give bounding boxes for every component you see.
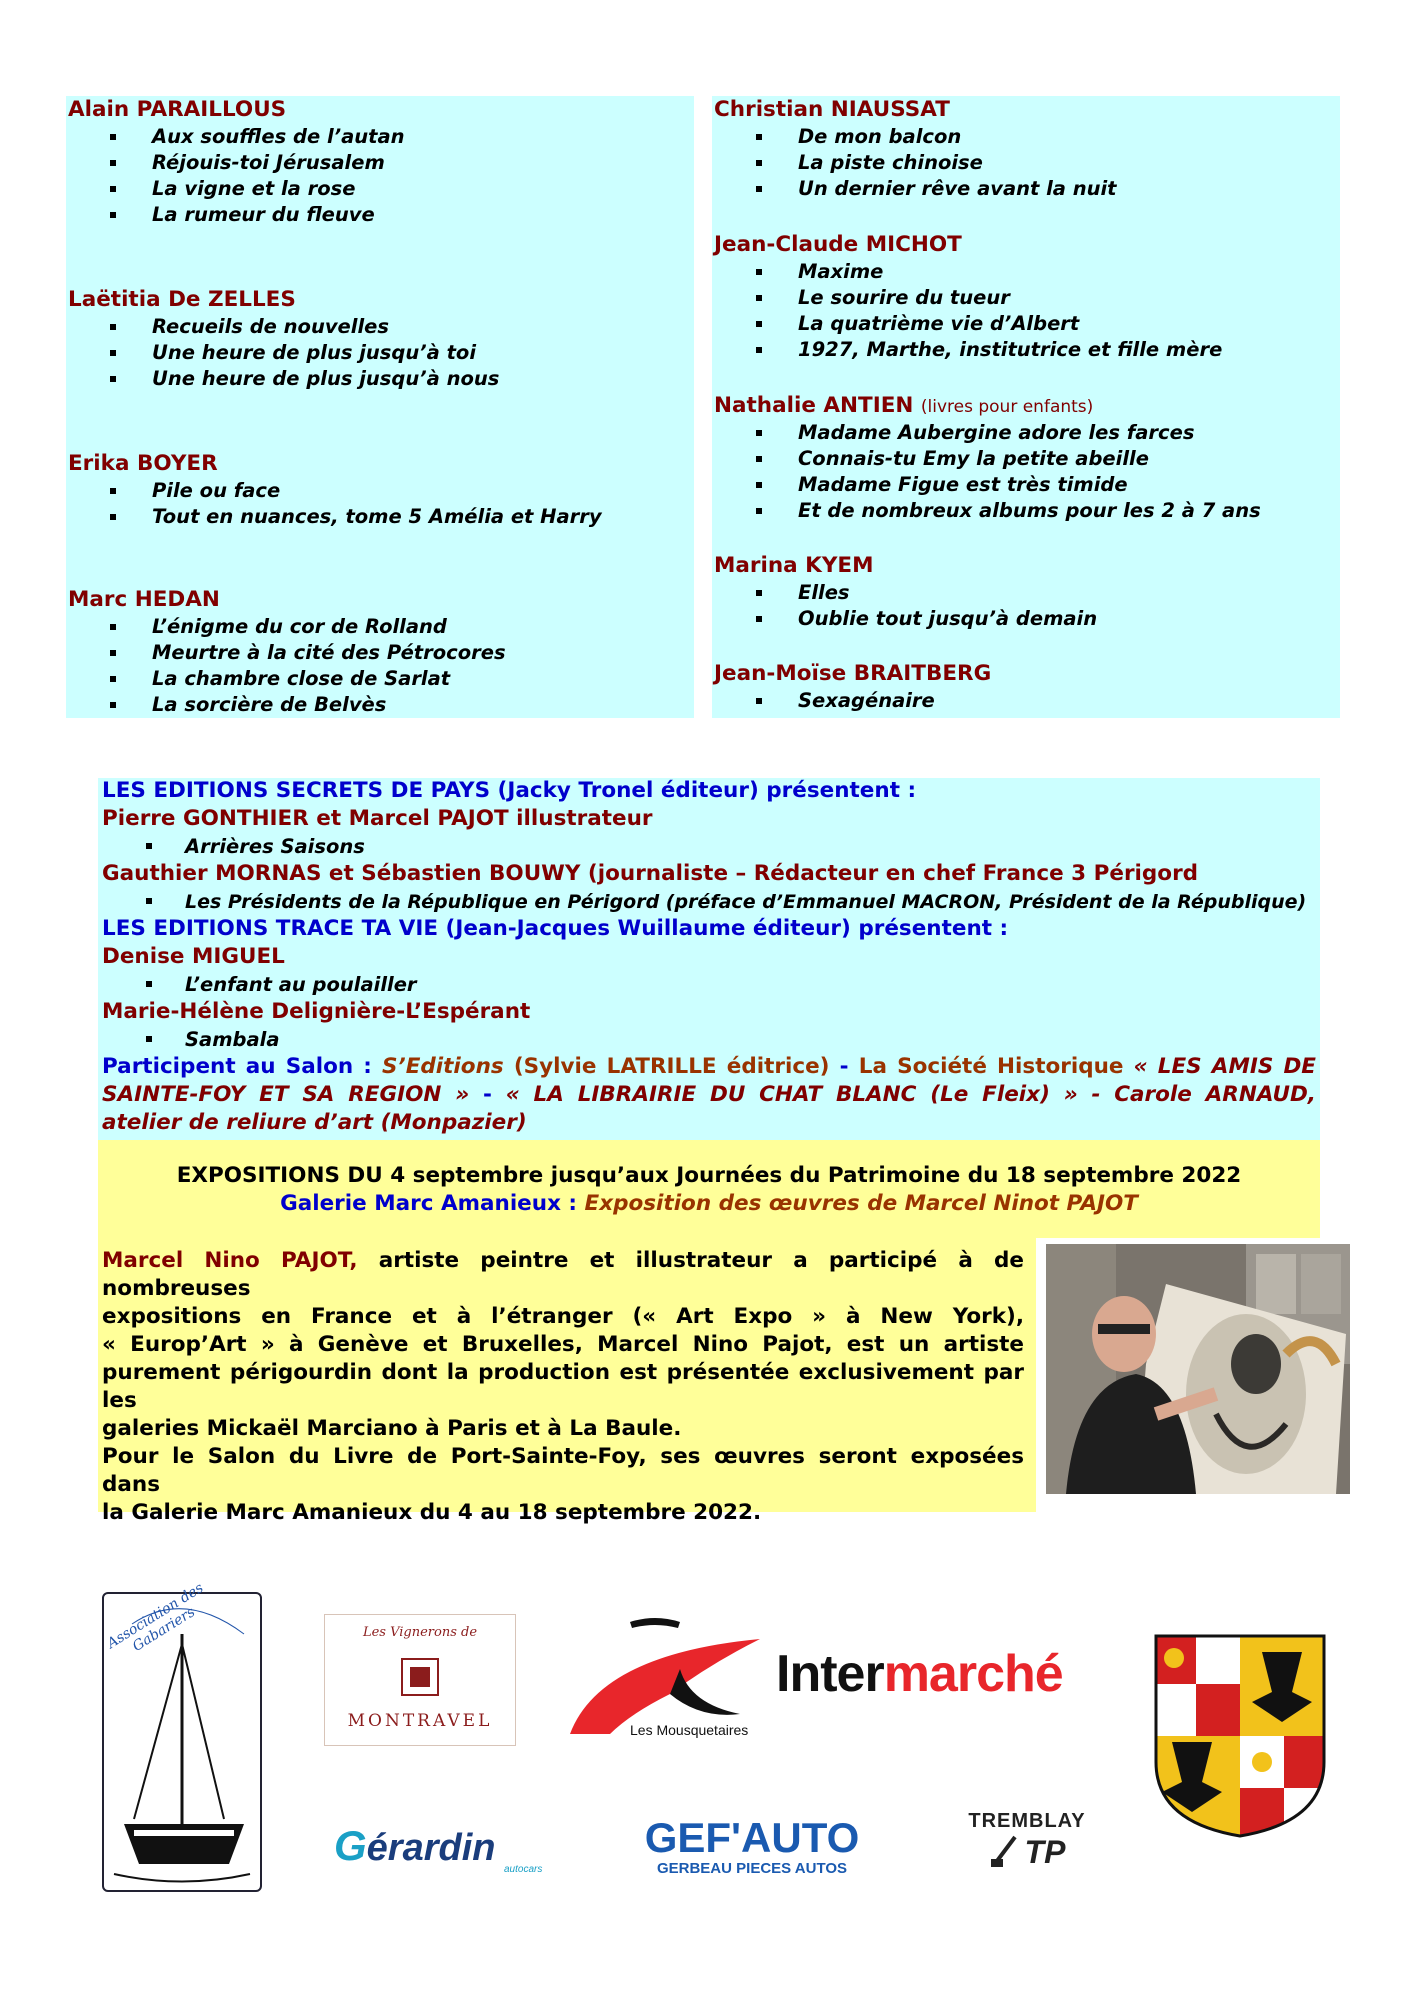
bullet-icon — [110, 650, 116, 656]
author-block — [712, 392, 1340, 524]
gabariers-logo — [102, 1579, 262, 1892]
bullet-icon — [756, 508, 762, 514]
galerie-text: Exposition des œuvres de Marcel Ninot PAJOT — [584, 1191, 1138, 1216]
pajot-line-2: expositions en France et à l’étranger (« Art Expo » à New York), — [102, 1304, 1024, 1329]
book-title — [66, 176, 694, 202]
delig-line: Marie-Hélène Delignière-L’Espérant — [102, 999, 531, 1024]
bullet-icon — [110, 488, 116, 494]
galerie-line — [98, 1190, 1320, 1218]
book-title — [712, 150, 1340, 176]
book-title-text: Maxime — [798, 260, 884, 283]
author-name-text: Nathalie ANTIEN — [714, 393, 914, 418]
trace-heading: LES EDITIONS TRACE TA VIE (Jean-Jacques Wuillaume éditeur) présentent : — [102, 916, 1009, 941]
book-title — [66, 640, 694, 666]
book-title-text: Une heure de plus jusqu’à nous — [152, 367, 500, 390]
galerie-label: Galerie Marc Amanieux : — [280, 1191, 578, 1216]
gabariers-text: Association des Gabariers — [104, 1579, 207, 1655]
mousquetaires-logo — [560, 1614, 770, 1744]
book-title-text: Le sourire du tueur — [798, 286, 1010, 309]
bullet-icon — [146, 843, 152, 849]
tremblay-logo — [952, 1810, 1102, 1886]
book-list — [66, 614, 694, 718]
book-title-text: Un dernier rêve avant la nuit — [798, 177, 1117, 200]
author-block — [712, 96, 1340, 202]
bullet-icon — [110, 350, 116, 356]
book-title-text: Une heure de plus jusqu’à toi — [152, 341, 477, 364]
coat-of-arms-icon — [1152, 1632, 1328, 1838]
bullet-icon — [756, 698, 762, 704]
author-name-text: Christian NIAUSSAT — [714, 97, 950, 122]
book-title — [66, 478, 694, 504]
amis-name-a: « LES AMIS DE — [1133, 1054, 1316, 1079]
book-title-text: Madame Aubergine adore les farces — [798, 421, 1195, 444]
book-title-text: Connais-tu Emy la petite abeille — [798, 447, 1149, 470]
gerardin-sub: autocars — [504, 1864, 543, 1875]
book-list — [712, 580, 1340, 632]
book-list — [66, 478, 694, 530]
gerardin-text: érardin — [366, 1827, 496, 1869]
book-title-text: De mon balcon — [798, 125, 962, 148]
pajot-line-5: galeries Mickaël Marciano à Paris et à La Baule. — [102, 1416, 682, 1441]
book-list — [712, 420, 1340, 524]
painter-photo — [1046, 1244, 1350, 1494]
separator-dash: - — [483, 1082, 492, 1107]
book-title — [712, 176, 1340, 202]
book-title-text: Madame Figue est très timide — [798, 473, 1128, 496]
secrets-heading: LES EDITIONS SECRETS DE PAYS (Jacky Tronel éditeur) présentent : — [102, 778, 917, 803]
book-title — [66, 666, 694, 692]
author-name — [66, 286, 694, 314]
participants-label: Participent au Salon : — [102, 1054, 372, 1079]
book-list — [66, 314, 694, 392]
author-block — [66, 286, 694, 392]
montravel-text: MONTRAVEL — [347, 1711, 493, 1731]
author-block — [66, 96, 694, 228]
author-block — [66, 450, 694, 530]
pajot-line-1: artiste peintre et illustrateur a participé à de nombreuses — [102, 1248, 1024, 1301]
gerardin-g: G — [334, 1822, 367, 1869]
book-title-text: Meurtre à la cité des Pétrocores — [152, 641, 506, 664]
atelier-line: atelier de reliure d’art (Monpazier) — [102, 1110, 527, 1135]
bullet-icon — [146, 1036, 152, 1042]
author-name-text: Alain PARAILLOUS — [68, 97, 287, 122]
expo-title: EXPOSITIONS DU 4 septembre jusqu’aux Journées du Patrimoine du 18 septembre 2022 — [176, 1163, 1242, 1188]
book-title-text: Et de nombreux albums pour les 2 à 7 ans — [798, 499, 1261, 522]
pajot-line-3: « Europ’Art » à Genève et Bruxelles, Marcel Nino Pajot, est un artiste — [102, 1332, 1024, 1357]
book-title — [712, 472, 1340, 498]
author-name-text: Jean-Claude MICHOT — [714, 232, 962, 257]
tremblay-tp: TP — [1024, 1834, 1066, 1870]
bullet-icon — [756, 430, 762, 436]
mornas-line: Gauthier MORNAS et Sébastien BOUWY (journaliste – Rédacteur en chef France 3 Périgord — [102, 861, 1199, 886]
mornas-book: Les Présidents de la République en Périgord (préface d’Emmanuel MACRON, Président de la République) — [102, 889, 1306, 915]
pajot-line-4: purement périgourdin dont la production est présentée exclusivement par les — [102, 1360, 1024, 1413]
bullet-icon — [110, 186, 116, 192]
book-title — [712, 498, 1340, 524]
amis-name-b: SAINTE-FOY ET SA REGION » — [102, 1082, 470, 1107]
intermarche-text-a: Inter — [776, 1645, 884, 1703]
bullet-icon — [756, 186, 762, 192]
book-title-text: La quatrième vie d’Albert — [798, 312, 1080, 335]
book-title — [66, 614, 694, 640]
book-title-text: L’énigme du cor de Rolland — [152, 615, 447, 638]
book-title-text: La piste chinoise — [798, 151, 983, 174]
book-title — [712, 580, 1340, 606]
tremblay-shovel-icon — [989, 1835, 1019, 1869]
book-title — [66, 124, 694, 150]
book-title — [712, 259, 1340, 285]
gonthier-line: Pierre GONTHIER et Marcel PAJOT illustrateur — [102, 806, 653, 831]
delig-book: Sambala — [102, 1027, 279, 1053]
author-name-text: Marc HEDAN — [68, 587, 220, 612]
bullet-icon — [146, 981, 152, 987]
bullet-icon — [756, 347, 762, 353]
book-title — [712, 337, 1340, 363]
intermarche-text-b: marché — [883, 1645, 1063, 1703]
author-name — [66, 450, 694, 478]
book-title-text: La chambre close de Sarlat — [152, 667, 451, 690]
book-title-text: Réjouis-toi Jérusalem — [152, 151, 385, 174]
book-title-text: Oublie tout jusqu’à demain — [798, 607, 1098, 630]
separator-dash: - — [839, 1054, 849, 1079]
author-name-text: Laëtitia De ZELLES — [68, 287, 296, 312]
gonthier-book: Arrières Saisons — [102, 834, 365, 860]
pajot-paragraph — [102, 1247, 1024, 1527]
bullet-icon — [110, 514, 116, 520]
bullet-icon — [756, 482, 762, 488]
book-title — [66, 150, 694, 176]
author-name — [712, 231, 1340, 259]
gefauto-text: GEF'AUTO — [644, 1814, 860, 1861]
author-block — [712, 660, 1340, 714]
book-title — [712, 606, 1340, 632]
author-name-text: Marina KYEM — [714, 553, 874, 578]
book-title — [712, 124, 1340, 150]
book-title — [712, 420, 1340, 446]
miguel-book: L’enfant au poulailler — [102, 972, 417, 998]
librairie-name-a: « LA LIBRAIRIE DU CHAT BLANC (Le Fleix — [505, 1082, 1041, 1107]
intermarche-logo — [776, 1642, 1102, 1706]
bullet-icon — [756, 590, 762, 596]
author-note: (livres pour enfants) — [920, 397, 1094, 417]
bullet-icon — [756, 269, 762, 275]
book-title — [66, 504, 694, 530]
mousquetaires-text: Les Mousquetaires — [630, 1722, 749, 1738]
author-name — [712, 660, 1340, 688]
bullet-icon — [110, 624, 116, 630]
bullet-icon — [110, 212, 116, 218]
book-title-text: Aux souffles de l’autan — [152, 125, 405, 148]
coat-of-arms-logo — [1152, 1632, 1328, 1838]
tremblay-text: TREMBLAY — [968, 1810, 1086, 1832]
book-title — [66, 366, 694, 392]
gerardin-logo — [334, 1822, 554, 1882]
book-title — [712, 311, 1340, 337]
book-title-text: Tout en nuances, tome 5 Amélia et Harry — [152, 505, 602, 528]
montravel-crest-icon — [398, 1655, 442, 1699]
carole-name: Carole ARNAUD, — [1114, 1082, 1316, 1107]
bullet-icon — [110, 160, 116, 166]
bullet-icon — [110, 134, 116, 140]
book-title-text: La vigne et la rose — [152, 177, 356, 200]
author-name — [712, 552, 1340, 580]
bullet-icon — [110, 324, 116, 330]
author-name — [712, 392, 1340, 420]
book-title-text: Pile ou face — [152, 479, 281, 502]
bullet-icon — [756, 321, 762, 327]
book-title-text: Sexagénaire — [798, 689, 935, 712]
author-block — [712, 552, 1340, 632]
book-title — [712, 688, 1340, 714]
pajot-name: Marcel Nino PAJOT, — [102, 1248, 358, 1273]
pajot-line-7: la Galerie Marc Amanieux du 4 au 18 septembre 2022. — [102, 1500, 762, 1525]
societe-name: La Société Historique — [858, 1054, 1124, 1079]
book-title — [712, 285, 1340, 311]
book-list — [66, 124, 694, 228]
bullet-icon — [756, 616, 762, 622]
pajot-line-6: Pour le Salon du Livre de Port-Sainte-Foy, ses œuvres seront exposées dans — [102, 1444, 1024, 1497]
book-title-text: La rumeur du fleuve — [152, 203, 375, 226]
book-list — [712, 688, 1340, 714]
book-list — [712, 124, 1340, 202]
gefauto-logo — [630, 1816, 874, 1878]
book-title — [66, 692, 694, 718]
book-list — [712, 259, 1340, 363]
author-name-text: Jean-Moïse BRAITBERG — [714, 661, 992, 686]
author-name-text: Erika BOYER — [68, 451, 218, 476]
bullet-icon — [756, 456, 762, 462]
book-title-text: La sorcière de Belvès — [152, 693, 387, 716]
author-block — [66, 586, 694, 718]
participants-paragraph — [102, 1053, 1316, 1137]
book-title-text: Elles — [798, 581, 850, 604]
miguel-line: Denise MIGUEL — [102, 944, 285, 969]
author-block — [712, 231, 1340, 363]
sedit-name: S’Editions — [382, 1054, 504, 1079]
author-name — [66, 586, 694, 614]
bullet-icon — [110, 702, 116, 708]
sylvie-name: (Sylvie LATRILLE éditrice) — [513, 1054, 830, 1079]
author-name — [712, 96, 1340, 124]
bullet-icon — [110, 376, 116, 382]
bullet-icon — [756, 295, 762, 301]
bullet-icon — [756, 134, 762, 140]
montravel-logo — [324, 1614, 516, 1746]
book-title-text: 1927, Marthe, institutrice et fille mère — [798, 338, 1223, 361]
book-title — [712, 446, 1340, 472]
bullet-icon — [110, 676, 116, 682]
painter-photo-image — [1046, 1244, 1350, 1494]
librairie-name-b: ) » - — [1040, 1082, 1101, 1107]
bullet-icon — [756, 160, 762, 166]
author-name — [66, 96, 694, 124]
vignerons-text: Les Vignerons de — [362, 1625, 478, 1640]
gefauto-sub: GERBEAU PIECES AUTOS — [656, 1860, 848, 1877]
book-title — [66, 340, 694, 366]
book-title-text: Recueils de nouvelles — [152, 315, 389, 338]
book-title — [66, 202, 694, 228]
book-title — [66, 314, 694, 340]
bullet-icon — [146, 898, 152, 904]
